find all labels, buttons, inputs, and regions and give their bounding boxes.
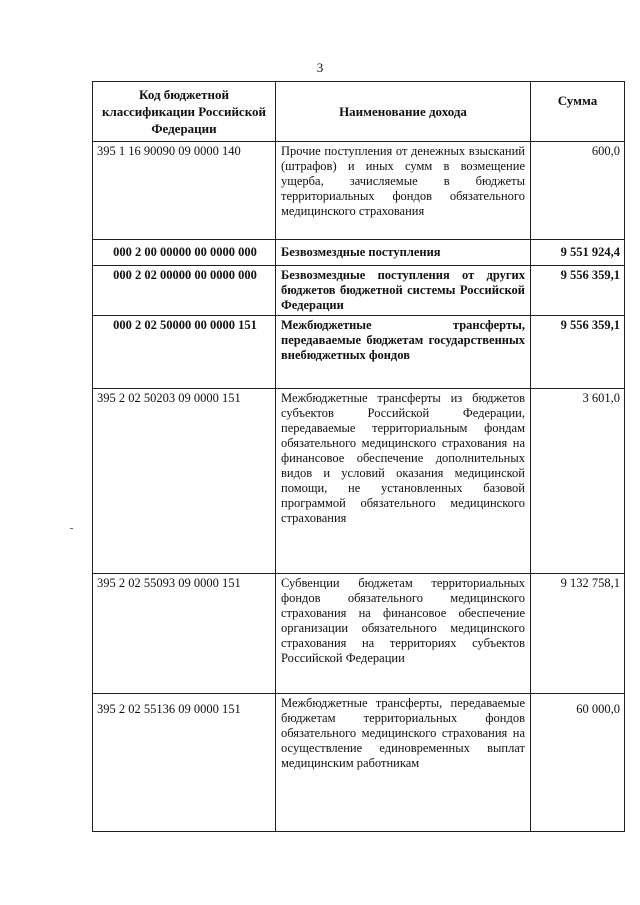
table-row	[93, 316, 625, 389]
row-amount: 60 000,0	[531, 694, 625, 832]
row-name: Прочие поступления от денежных взысканий (штрафов) и иных сумм в возмещение ущерба, зачисляемые в бюджеты территориальных фондов обязательного медицинского страхования	[276, 142, 531, 240]
row-code: 395 1 16 90090 09 0000 140	[93, 142, 276, 240]
row-name: Безвозмездные поступления от других бюджетов бюджетной системы Российской Федерации	[276, 266, 531, 316]
table-row	[93, 240, 625, 266]
row-code: 395 2 02 50203 09 0000 151	[93, 389, 276, 574]
table-row	[93, 389, 625, 574]
row-amount: 9 556 359,1	[531, 266, 625, 316]
row-code: 000 2 02 50000 00 0000 151	[93, 316, 276, 389]
header-amount: Сумма	[531, 82, 625, 142]
header-name: Наименование дохода	[276, 82, 531, 142]
row-code: 000 2 02 00000 00 0000 000	[93, 266, 276, 316]
table-row	[93, 142, 625, 240]
revenue-table	[92, 81, 625, 832]
table-row	[93, 574, 625, 694]
row-code: 395 2 02 55093 09 0000 151	[93, 574, 276, 694]
row-amount: 600,0	[531, 142, 625, 240]
row-amount: 3 601,0	[531, 389, 625, 574]
row-name: Межбюджетные трансферты, передаваемые бюджетам территориальных фондов обязательного медицинского страхования на осуществление единовременных выплат медицинским работникам	[276, 694, 531, 832]
row-amount: 9 132 758,1	[531, 574, 625, 694]
row-name: Субвенции бюджетам территориальных фондов обязательного медицинского страхования на финансовое обеспечение организации обязательного медицинского страхования на территориях субъектов Российской Федерации	[276, 574, 531, 694]
row-name: Межбюджетные трансферты из бюджетов субъектов Российской Федерации, передаваемые территориальным фондам обязательного медицинского страхования на финансовое обеспечение дополнительных видов и условий оказания медицинской помощи, не установленных базовой программой обязательного медицинского страхования	[276, 389, 531, 574]
row-name: Межбюджетные трансферты, передаваемые бюджетам государственных внебюджетных фондов	[276, 316, 531, 389]
table-row	[93, 694, 625, 832]
row-name: Безвозмездные поступления	[276, 240, 531, 266]
row-code: 000 2 00 00000 00 0000 000	[93, 240, 276, 266]
header-code: Код бюджетной классификации Российской Федерации	[93, 82, 276, 142]
row-amount: 9 556 359,1	[531, 316, 625, 389]
page-number: 3	[316, 60, 324, 75]
row-code: 395 2 02 55136 09 0000 151	[93, 694, 276, 832]
scan-edge-mark	[70, 528, 73, 529]
table-row	[93, 266, 625, 316]
row-amount: 9 551 924,4	[531, 240, 625, 266]
table-header-row	[93, 82, 625, 142]
